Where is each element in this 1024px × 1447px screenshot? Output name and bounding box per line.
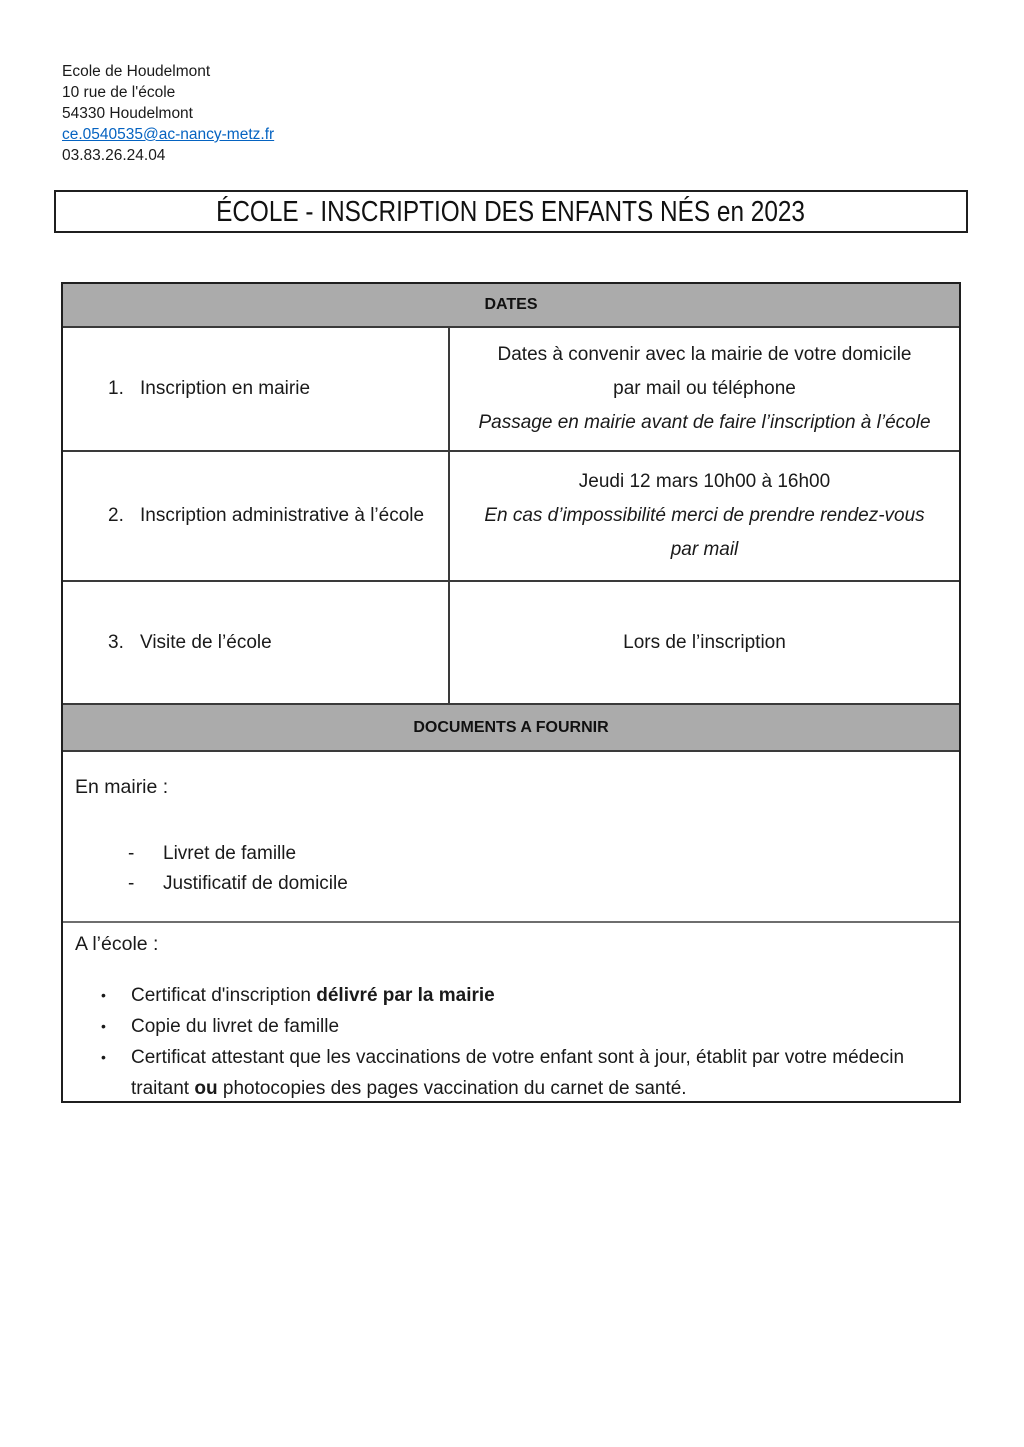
list-item xyxy=(75,869,945,899)
dash-marker: - xyxy=(128,873,135,894)
row-number: 1. xyxy=(108,378,124,399)
ecole-documents-section xyxy=(63,923,959,1101)
row-note: En cas d’impossibilité merci de prendre rendez-vous xyxy=(484,505,925,526)
school-address-block xyxy=(62,61,274,166)
list-item xyxy=(75,839,945,869)
mairie-documents-section xyxy=(63,752,959,923)
row-line: Dates à convenir avec la mairie de votre domicile xyxy=(497,344,912,365)
table-row-inscription-mairie xyxy=(63,328,959,452)
row-line: par mail ou téléphone xyxy=(613,378,796,399)
list-item xyxy=(75,1011,945,1042)
mairie-documents-list xyxy=(75,839,945,899)
dates-section-header: DATES xyxy=(63,284,959,328)
list-item-text: Justificatif de domicile xyxy=(163,873,348,894)
mairie-section-title: En mairie : xyxy=(75,776,169,798)
row-note: par mail xyxy=(670,539,739,560)
document-title: ÉCOLE - INSCRIPTION DES ENFANTS NÉS en 2023 xyxy=(216,196,806,228)
inscription-table xyxy=(61,282,961,1103)
row-number: 3. xyxy=(108,631,124,653)
row-line: Lors de l’inscription xyxy=(623,631,786,653)
row-number: 2. xyxy=(108,505,124,526)
row-value-cell xyxy=(450,582,959,703)
document-title-box xyxy=(54,190,968,233)
list-item-text: Certificat d'inscription délivré par la mairie xyxy=(131,985,495,1006)
row-value-cell xyxy=(450,452,959,580)
table-row-visite-ecole xyxy=(63,582,959,705)
school-street: 10 rue de l'école xyxy=(62,84,176,101)
row-label-cell xyxy=(63,328,450,450)
row-label-cell xyxy=(63,582,450,703)
row-label-cell xyxy=(63,452,450,580)
row-label: Visite de l’école xyxy=(140,631,272,653)
table-row-inscription-ecole xyxy=(63,452,959,582)
list-item xyxy=(75,1042,945,1104)
school-city: 54330 Houdelmont xyxy=(62,105,193,122)
bullet-marker: • xyxy=(101,987,106,1003)
school-email-link[interactable]: ce.0540535@ac-nancy-metz.fr xyxy=(62,126,275,143)
ecole-documents-list xyxy=(75,980,945,1104)
bullet-marker: • xyxy=(101,1018,106,1034)
row-label: Inscription administrative à l’école xyxy=(140,505,425,526)
documents-section-header: DOCUMENTS A FOURNIR xyxy=(63,705,959,752)
school-name: Ecole de Houdelmont xyxy=(62,63,211,80)
school-phone: 03.83.26.24.04 xyxy=(62,147,166,164)
list-item-text: Certificat attestant que les vaccinations de votre enfant sont à jour, établit par votre médecin traitant ou photocopies des pages vaccination du carnet de santé. xyxy=(131,1047,905,1099)
list-item xyxy=(75,980,945,1011)
row-line: Jeudi 12 mars 10h00 à 16h00 xyxy=(578,471,831,492)
list-item-text: Copie du livret de famille xyxy=(131,1016,340,1037)
dash-marker: - xyxy=(128,843,135,864)
bullet-marker: • xyxy=(101,1049,106,1065)
row-value-cell xyxy=(450,328,959,450)
ecole-section-title: A l’école : xyxy=(75,933,159,955)
row-label: Inscription en mairie xyxy=(140,378,311,399)
row-note: Passage en mairie avant de faire l’inscription à l’école xyxy=(478,412,931,433)
list-item-text: Livret de famille xyxy=(163,843,297,864)
